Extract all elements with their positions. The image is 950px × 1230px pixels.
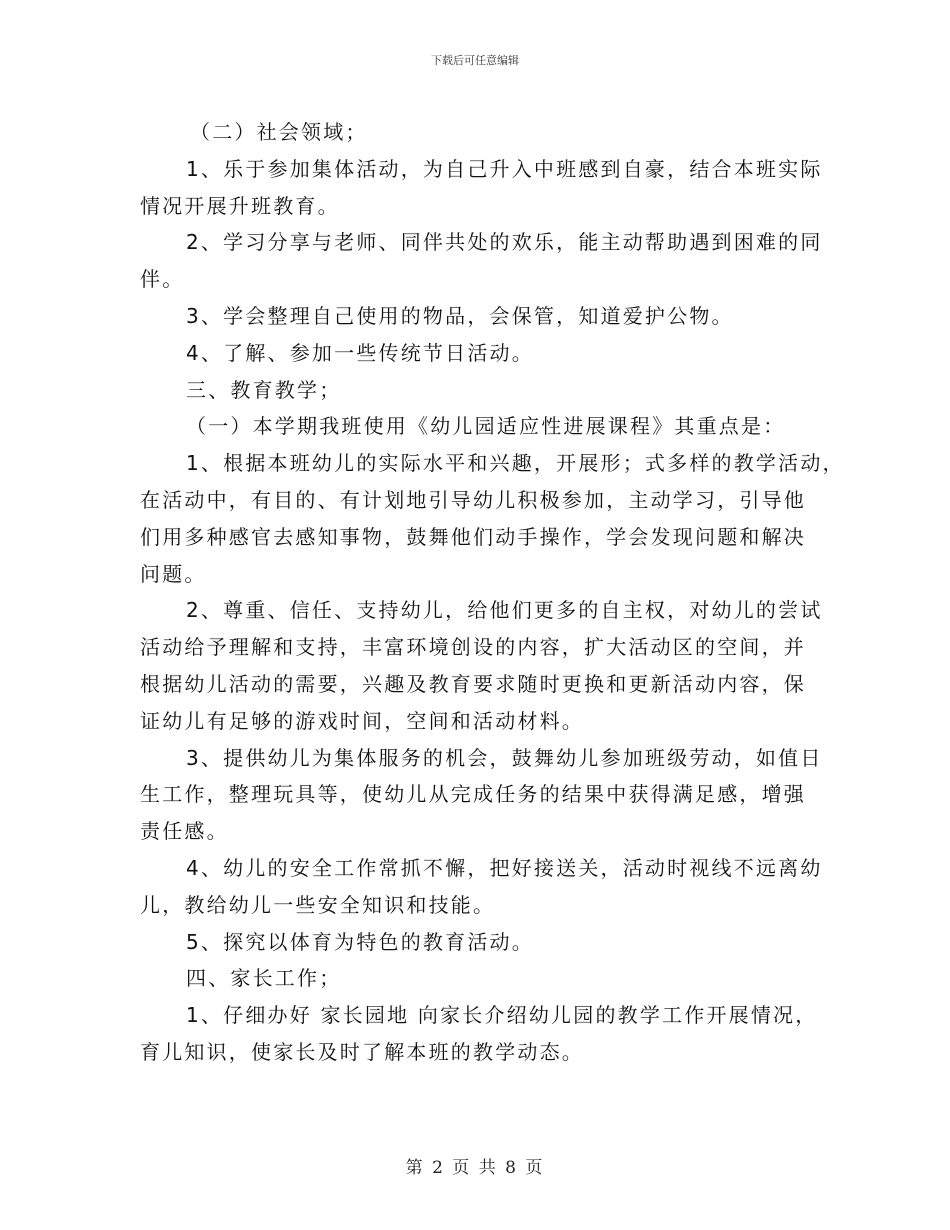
- paragraph-line: 在活动中，有目的、有计划地引导幼儿积极参加，主动学习，引导他: [140, 487, 806, 512]
- paragraph-line: 证幼儿有足够的游戏时间，空间和活动材料。: [140, 708, 584, 733]
- paragraph-line: 问题。: [140, 561, 207, 586]
- page-header: 下载后可任意编辑: [431, 54, 519, 67]
- heading-education: 三、教育教学；: [186, 377, 342, 402]
- document-body: [140, 114, 845, 1071]
- paragraph-line: 4、幼儿的安全工作常抓不懈，把好接送关，活动时视线不远离幼: [186, 855, 823, 880]
- heading-parent-work: 四、家长工作；: [186, 966, 342, 991]
- paragraph-line: 责任感。: [140, 819, 229, 844]
- paragraph-line: 3、学会整理自己使用的物品，会保管，知道爱护公物。: [186, 303, 734, 328]
- paragraph-line: 活动给予理解和支持，丰富环境创设的内容，扩大活动区的空间，并: [140, 635, 806, 660]
- paragraph-line: 1、根据本班幼儿的实际水平和兴趣，开展形；式多样的教学活动，: [186, 451, 845, 476]
- paragraph-line: 1、乐于参加集体活动，为自己升入中班感到自豪，结合本班实际: [186, 156, 823, 181]
- paragraph-line: 2、学习分享与老师、同伴共处的欢乐，能主动帮助遇到困难的同: [186, 230, 823, 255]
- heading-curriculum: （一）本学期我班使用《幼儿园适应性进展课程》其重点是：: [186, 414, 786, 439]
- paragraph-line: 3、提供幼儿为集体服务的机会，鼓舞幼儿参加班级劳动，如值日: [186, 745, 823, 770]
- paragraph-line: 儿，教给幼儿一些安全知识和技能。: [140, 892, 496, 917]
- page-number: 第 2 页 共 8 页: [405, 1158, 545, 1178]
- heading-social-domain: （二）社会领域；: [190, 120, 368, 144]
- paragraph-line: 情况开展升班教育。: [140, 193, 340, 218]
- paragraph-line: 5、探究以体育为特色的教育活动。: [186, 929, 534, 954]
- paragraph-line: 根据幼儿活动的需要，兴趣及教育要求随时更换和更新活动内容，保: [140, 671, 806, 696]
- paragraph-line: 4、了解、参加一些传统节日活动。: [186, 340, 534, 365]
- paragraph-line: 1、仔细办好 家长园地 向家长介绍幼儿园的教学工作开展情况，: [186, 1003, 818, 1028]
- paragraph-line: 2、尊重、信任、支持幼儿，给他们更多的自主权，对幼儿的尝试: [186, 598, 823, 623]
- paragraph-line: 伴。: [140, 267, 185, 292]
- paragraph-line: 生工作，整理玩具等，使幼儿从完成任务的结果中获得满足感，增强: [140, 782, 806, 807]
- paragraph-line: 们用多种感官去感知事物，鼓舞他们动手操作，学会发现问题和解决: [140, 524, 806, 549]
- paragraph-line: 育儿知识，使家长及时了解本班的教学动态。: [140, 1039, 584, 1064]
